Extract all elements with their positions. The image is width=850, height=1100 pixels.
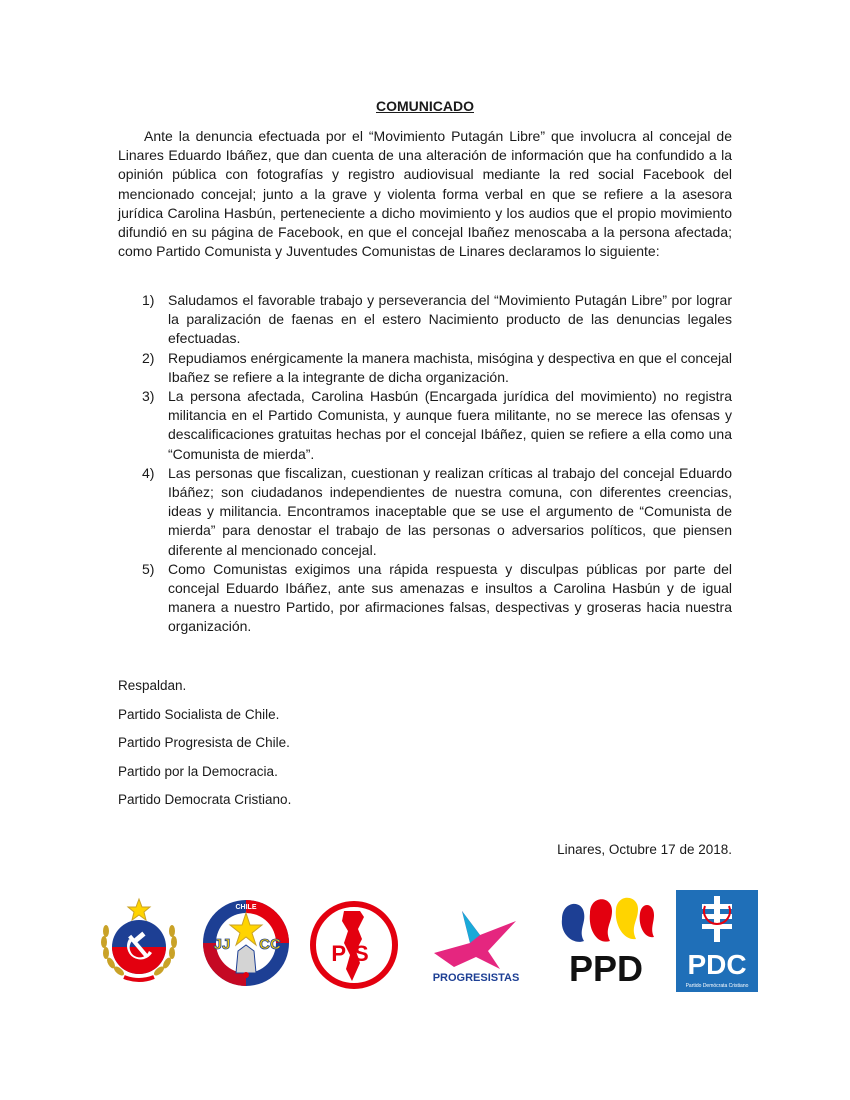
party-logos bbox=[90, 885, 770, 995]
ppd-logo bbox=[556, 891, 656, 987]
list-item: 3) La persona afectada, Carolina Hasbún (Encargada jurídica del movimiento) no registra militancia en el Partido Comunista, y aunque fuera militante, no se merece las ofensas y descalificaciones gratuitas hechas por el concejal Ibáñez, quien se refiere a ella como una “Comunista de mierda”. bbox=[142, 388, 732, 462]
ppd-logo-text: PPD bbox=[568, 948, 644, 987]
support-section bbox=[118, 672, 291, 815]
pdc-logo-text: PDC bbox=[687, 949, 747, 980]
jjcc-logo bbox=[198, 893, 294, 988]
declaration-list bbox=[118, 291, 732, 637]
list-item: 5) Como Comunistas exigimos una rápida respuesta y disculpas públicas por parte del concejal Eduardo Ibáñez, ante sus amenazas e insultos a Carolina Hasbún y de igual manera a nuestro Partido, por afirmaciones falsas, despectivas y groseras hacia nuestra organización. bbox=[142, 560, 732, 635]
pdc-logo bbox=[676, 890, 758, 992]
ps-logo-text: PS bbox=[331, 941, 377, 966]
pdc-logo-subtext: Partido Demócrata Cristiano bbox=[685, 983, 749, 989]
support-heading: Respaldan. bbox=[118, 678, 187, 693]
document-title: COMUNICADO bbox=[376, 98, 474, 114]
support-party: Partido Democrata Cristiano. bbox=[118, 792, 292, 807]
progresistas-logo bbox=[424, 905, 528, 985]
support-party: Partido Socialista de Chile. bbox=[118, 706, 280, 722]
list-item: 1) Saludamos el favorable trabajo y perseverancia del “Movimiento Putagán Libre” por lograr la paralización de faenas en el estero Nacimiento producto de las denuncias legales efectuadas. bbox=[142, 292, 732, 347]
progresistas-logo-text: PROGRESISTAS bbox=[432, 972, 520, 984]
ps-logo bbox=[308, 899, 400, 991]
jjcc-top-text: CHILE bbox=[235, 904, 257, 911]
support-party: Partido por la Democracia. bbox=[118, 763, 278, 779]
support-party: Partido Progresista de Chile. bbox=[118, 735, 290, 750]
list-item: 4) Las personas que fiscalizan, cuestionan y realizan críticas al trabajo del concejal Eduardo Ibáñez; son ciudadanos independientes de nuestra comuna, con diferentes creencias, ideas y militancia. Encontramos inaceptable que se use el argumento de “Comunista de mierda” para denostar el trabajo de las personas o adversarios políticos, que piensen diferente al mencionado concejal. bbox=[142, 464, 732, 558]
jjcc-left-text: JJ bbox=[213, 936, 231, 953]
document-date: Linares, Octubre 17 de 2018. bbox=[557, 842, 732, 857]
list-item: 2) Repudiamos enérgicamente la manera machista, misógina y despectiva en que el concejal Ibañez se refiere a la integrante de dicha organización. bbox=[142, 349, 732, 385]
intro-paragraph: Ante la denuncia efectuada por el “Movimiento Putagán Libre” que involucra al concejal de Linares Eduardo Ibáñez, que dan cuenta de una alteración de información que ha confundido a la opinión pública con fotografías y registro audiovisual mediante la red social Facebook del mencionado concejal; junto a la grave y violenta forma verbal en que se refiere a la asesora jurídica Carolina Hasbún, perteneciente a dicho movimiento y los audios que el propio movimiento difundió en su página de Facebook, en que el concejal Ibañez menoscaba a la persona afectada; como Partido Comunista y Juventudes Comunistas de Linares declaramos lo siguiente: bbox=[118, 128, 732, 260]
pc-logo bbox=[94, 887, 184, 987]
jjcc-right-text: CC bbox=[259, 936, 281, 953]
